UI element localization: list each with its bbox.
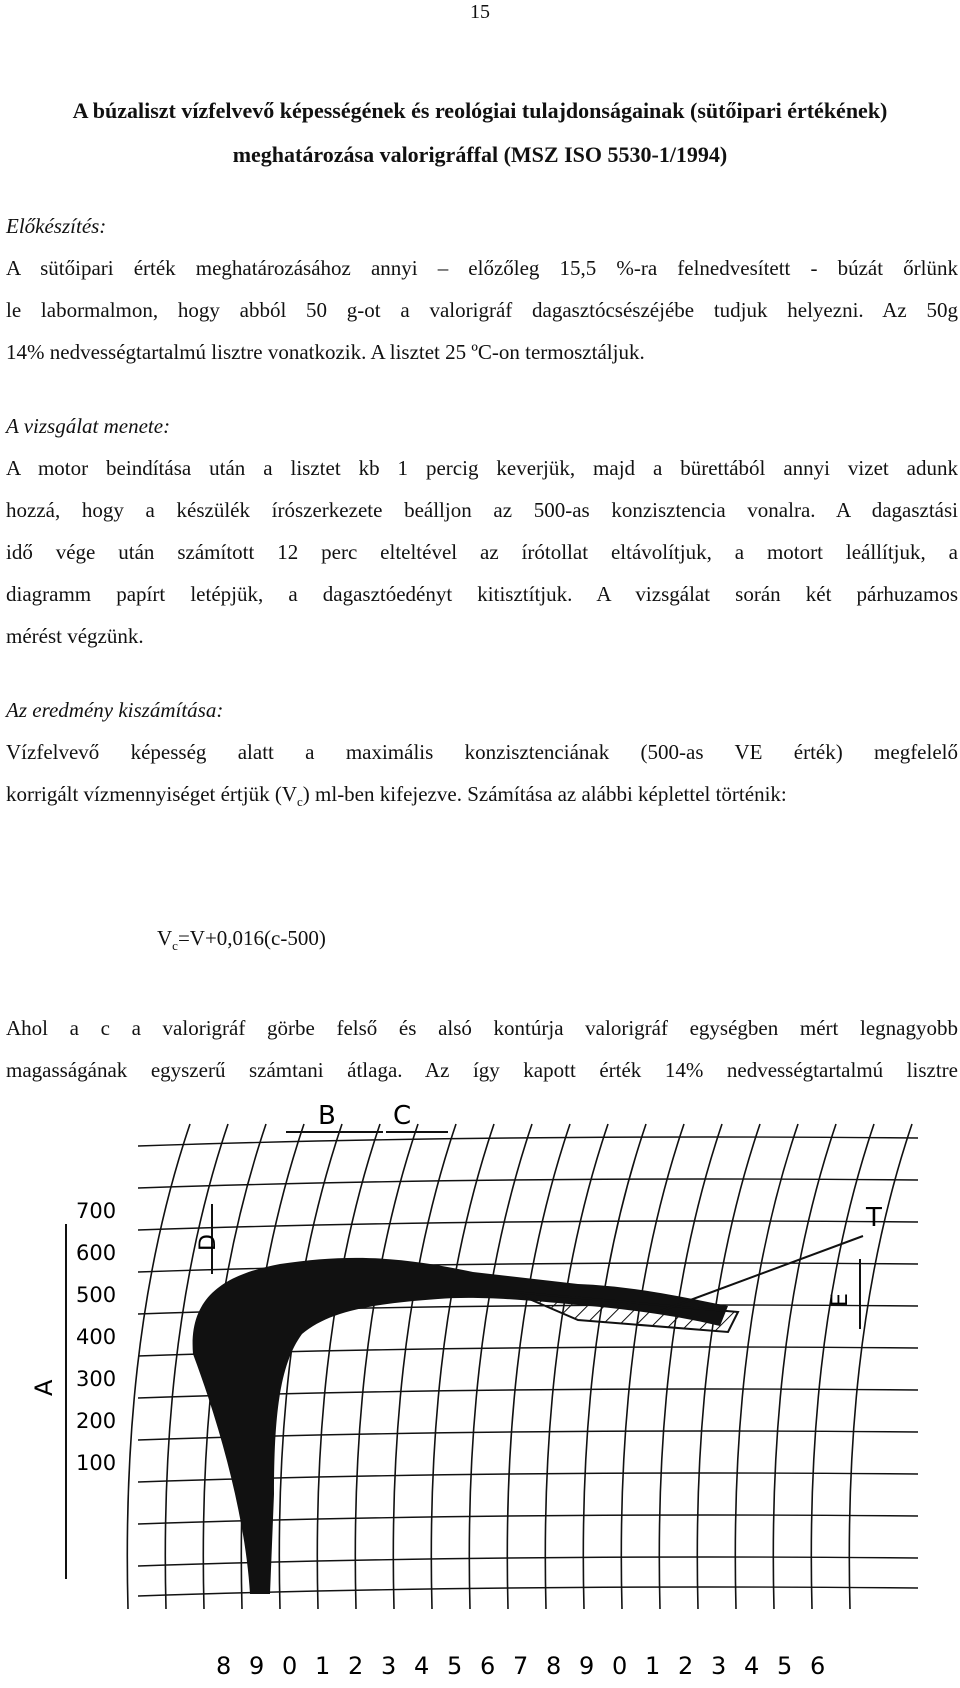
valorigraph-diagram [18, 1094, 942, 1684]
calculation-line-2 [6, 780, 958, 816]
calculation-line-2-subscript: c [297, 794, 303, 810]
formula [157, 924, 326, 960]
grid-arc [583, 1124, 646, 1609]
y-axis-labels [76, 1199, 116, 1475]
marker-c: C [393, 1101, 412, 1131]
x-tick-label: 4 [744, 1652, 760, 1680]
grid-arc [355, 1124, 418, 1609]
x-tick-label: 1 [645, 1652, 661, 1680]
x-tick-label: 4 [414, 1652, 430, 1680]
calculation-line-2-text-end: ) ml-ben kifejezve. Számítása az alábbi képlettel történik: [302, 782, 787, 806]
x-axis-labels [216, 1652, 825, 1680]
document-title-line-1: A búzaliszt vízfelvevő képességének és reológiai tulajdonságainak (sütőipari értékének) [72, 98, 888, 123]
y-tick-label: 700 [76, 1199, 117, 1223]
y-tick-label: 100 [76, 1451, 117, 1475]
page-number: 15 [470, 1, 490, 23]
procedure-line-2: hozzá, hogy a készülék írószerkezete beálljon az 500-as konzisztencia vonalra. A dagasztási [6, 498, 958, 522]
calculation-line-3: Ahol a c a valorigráf görbe felső és alsó kontúrja valorigráf egységben mért legnagyobb [6, 1016, 958, 1040]
preparation-line-3: 14% nedvességtartalmú lisztre vonatkozik. A lisztet 25 ºC-on termosztáljuk. [6, 340, 645, 364]
grid-arc [393, 1124, 456, 1609]
x-tick-label: 8 [216, 1652, 232, 1680]
document-title-line-2: meghatározása valorigráffal (MSZ ISO 5530-1/1994) [232, 142, 728, 167]
marker-d: D [196, 1234, 221, 1251]
y-tick-label: 200 [76, 1409, 117, 1433]
y-tick-label: 500 [76, 1283, 117, 1307]
y-tick-label: 600 [76, 1241, 117, 1265]
preparation-heading: Előkészítés: [6, 214, 107, 238]
grid-arc [735, 1124, 798, 1609]
grid-arc [545, 1124, 608, 1609]
grid-arc [697, 1124, 760, 1609]
grid-arc [127, 1124, 190, 1609]
grid-arc [279, 1124, 342, 1609]
formula-subscript: c [172, 938, 178, 954]
marker-t: T [866, 1203, 882, 1233]
grid-arc [773, 1124, 836, 1609]
x-tick-label: 2 [678, 1652, 694, 1680]
formula-v: V [157, 926, 173, 950]
grid-row-line [138, 1221, 918, 1230]
x-tick-label: 5 [777, 1652, 793, 1680]
marker-a: A [30, 1379, 58, 1396]
calculation-line-2-text: korrigált vízmennyiséget értjük (V [6, 782, 297, 806]
grid-arc [659, 1124, 722, 1609]
x-tick-label: 2 [348, 1652, 364, 1680]
grid-arc [317, 1124, 380, 1609]
preparation-line-1: A sütőipari érték meghatározásához annyi – előzőleg 15,5 %-ra felnedvesített - búzát őrlünk [6, 256, 958, 280]
grid-arc [507, 1124, 570, 1609]
x-tick-label: 6 [480, 1652, 496, 1680]
y-tick-label: 400 [76, 1325, 117, 1349]
procedure-line-5: mérést végzünk. [6, 624, 144, 648]
x-tick-label: 5 [447, 1652, 463, 1680]
calculation-line-1: Vízfelvevő képesség alatt a maximális konzisztenciának (500-as VE érték) megfelelő [6, 740, 958, 764]
x-tick-label: 1 [315, 1652, 331, 1680]
y-tick-label: 300 [76, 1367, 117, 1391]
procedure-heading: A vizsgálat menete: [6, 414, 171, 438]
x-tick-label: 6 [810, 1652, 826, 1680]
procedure-line-3: idő vége után számított 12 perc elteltével az írótollat eltávolítjuk, a motort leállítjuk, a [6, 540, 958, 564]
marker-e: E [828, 1293, 853, 1307]
x-tick-label: 7 [513, 1652, 529, 1680]
x-tick-label: 3 [381, 1652, 397, 1680]
grid-arc [621, 1124, 684, 1609]
x-tick-label: 9 [249, 1652, 265, 1680]
x-tick-label: 9 [579, 1652, 595, 1680]
grid-arc [811, 1124, 874, 1609]
grid-arc [469, 1124, 532, 1609]
x-tick-label: 8 [546, 1652, 562, 1680]
x-tick-label: 0 [612, 1652, 628, 1680]
preparation-line-2: le labormalmon, hogy abból 50 g-ot a valorigráf dagasztócsészéjébe tudjuk helyezni. Az 50g [6, 298, 958, 322]
grid-row-line [138, 1179, 918, 1188]
formula-rest: =V+0,016(c-500) [177, 926, 326, 950]
grid-arc [431, 1124, 494, 1609]
marker-b: B [318, 1101, 336, 1131]
procedure-line-4: diagramm papírt letépjük, a dagasztóedényt kitisztítjuk. A vizsgálat során két párhuzamos [6, 582, 958, 606]
calculation-heading: Az eredmény kiszámítása: [6, 698, 224, 722]
procedure-line-1: A motor beindítása után a lisztet kb 1 percig keverjük, majd a bürettából annyi vizet adunk [6, 456, 958, 480]
x-tick-label: 0 [282, 1652, 298, 1680]
calculation-line-4: magasságának egyszerű számtani átlaga. Az így kapott érték 14% nedvességtartalmú lisztre [6, 1058, 958, 1082]
grid-arc [849, 1124, 912, 1609]
x-tick-label: 3 [711, 1652, 727, 1680]
